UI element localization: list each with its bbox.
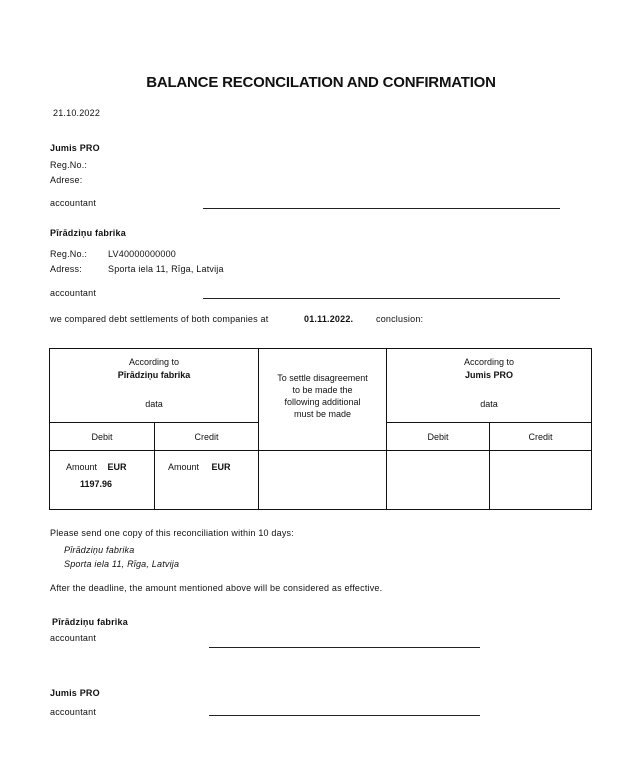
right-debit-cell <box>387 451 490 510</box>
left-credit-cell <box>155 451 259 510</box>
company2-accountant-label: accountant <box>50 288 97 298</box>
sign1-accountant-label: accountant <box>50 633 97 643</box>
company2-reg-value: LV40000000000 <box>108 249 176 259</box>
sign2-signature-line <box>209 715 480 716</box>
middle-note-line1: To settle disagreement <box>277 373 368 383</box>
right-header-cell <box>387 349 592 423</box>
right-credit-cell <box>490 451 592 510</box>
right-header-data: data <box>480 399 498 409</box>
right-credit-header: Credit <box>490 423 592 451</box>
left-credit-header: Credit <box>155 423 259 451</box>
company1-signature-line <box>203 208 560 209</box>
send-company: Pīrādziņu fabrika <box>64 545 135 555</box>
right-header-line1: According to <box>463 357 515 367</box>
middle-note-line3: following additional <box>284 397 361 407</box>
left-debit-header: Debit <box>50 423 155 451</box>
reconciliation-table <box>49 348 592 510</box>
company1-name: Jumis PRO <box>50 143 100 153</box>
sign1-company: Pīrādziņu fabrika <box>52 617 128 627</box>
compare-text: we compared debt settlements of both companies at <box>50 314 269 324</box>
left-debit-cell <box>50 451 155 510</box>
middle-note-line2: to be made the <box>292 385 353 395</box>
document-title: BALANCE RECONCILATION AND CONFIRMATION <box>146 74 496 91</box>
right-debit-header: Debit <box>387 423 490 451</box>
document-date: 21.10.2022 <box>53 108 101 118</box>
sign2-company: Jumis PRO <box>50 688 100 698</box>
compare-conclusion: conclusion: <box>376 314 424 324</box>
middle-note-line4: must be made <box>293 409 352 419</box>
deadline-text: After the deadline, the amount mentioned above will be considered as effective. <box>50 583 383 593</box>
left-credit-currency: EUR <box>211 462 231 472</box>
left-header-company: Pīrādziņu fabrika <box>117 370 191 380</box>
middle-note-cell <box>259 349 387 451</box>
company2-address-value: Sporta iela 11, Rīga, Latvija <box>108 264 224 274</box>
sign1-signature-line <box>209 647 480 648</box>
middle-value-cell <box>259 451 387 510</box>
left-debit-amount: 1197.96 <box>80 479 113 489</box>
left-header-data: data <box>145 399 163 409</box>
company1-accountant-label: accountant <box>50 198 97 208</box>
left-header-line1: According to <box>128 357 180 367</box>
send-copy-text: Please send one copy of this reconciliation within 10 days: <box>50 528 294 538</box>
left-debit-currency: EUR <box>107 462 127 472</box>
company2-reg-label: Reg.No.: <box>50 249 88 259</box>
sign2-accountant-label: accountant <box>50 707 97 717</box>
company2-name: Pīrādziņu fabrika <box>50 228 126 238</box>
send-address: Sporta iela 11, Rīga, Latvija <box>64 559 180 569</box>
company1-reg-label: Reg.No.: <box>50 160 88 170</box>
left-credit-amount-label: Amount <box>168 462 200 472</box>
company1-address-label: Adrese: <box>50 175 83 185</box>
right-header-company: Jumis PRO <box>464 370 513 380</box>
left-header-cell <box>50 349 259 423</box>
company2-address-label: Adress: <box>50 264 82 274</box>
company2-signature-line <box>203 298 560 299</box>
left-debit-amount-label: Amount <box>66 462 98 472</box>
compare-date: 01.11.2022. <box>304 314 354 324</box>
